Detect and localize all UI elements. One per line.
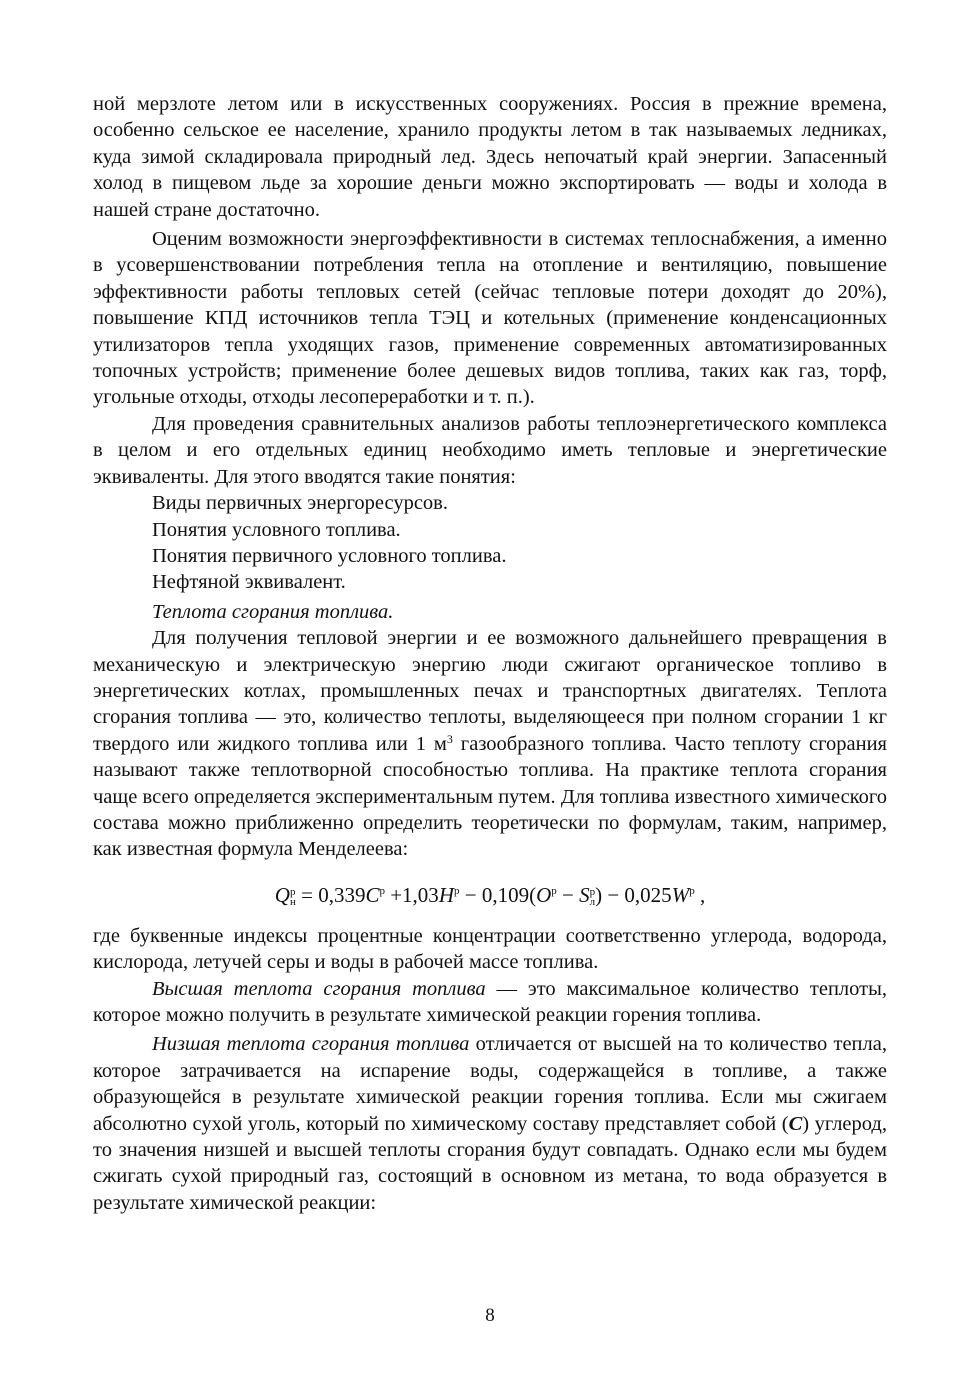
formula-o: O [536, 882, 552, 907]
formula-s: S [579, 882, 590, 907]
formula-part: , [694, 882, 706, 907]
paragraph-1: ной мерзлоте летом или в искусственных сооружениях. Россия в прежние времена, особенно сельское ее население, хранило продукты летом в так называемых ледниках, куда зимой складировала природный лед. Здесь непочатый край энергии. Запасенный холод в пищевом льде за хорошие деньги можно экспортировать — воды и холода в нашей стране достаточно. [93, 93, 887, 221]
formula-s-sub: л [589, 895, 596, 908]
formula-h: H [438, 882, 454, 907]
formula-part: − [556, 882, 580, 907]
term-higher-heat: Высшая теплота сгорания топлива [152, 977, 486, 1000]
list-item: Нефтяной эквивалент. [152, 571, 346, 594]
formula-part: = 0,339 [295, 882, 366, 907]
paragraph-4-text-a: Для получения тепловой энергии и ее возможного дальнейшего превращения в механическую и электрическую энергию люди сжигают органическое топливо в энергетических котлах, промышленных печах и транспортных двигателях. Теплота сгорания топлива — это, количество теплоты, выделяющееся при полном сгорании 1 кг твердого или жидкого топлива или 1 м [93, 627, 887, 755]
section-heading [93, 599, 887, 625]
formula-part: ) − 0,025 [595, 882, 672, 907]
paragraph-4-text-b: газообразного топлива. Часто теплоту сгорания называют также теплотворной способностью топлива. На практике теплота сгорания чаще всего определяется экспериментальным путем. Для топлива известного химического состава можно приближенно определить теоретически по формулам, таким, например, как известная формула Менделеева: [93, 732, 887, 861]
formula-w-sup: р [689, 884, 695, 897]
formula-q-sup: р [289, 885, 296, 898]
list-item: Виды первичных энергоресурсов. [152, 492, 448, 515]
paragraph-5: где буквенные индексы процентные концентрации соответственно углерода, водорода, кислорода, летучей серы и воды в рабочей массе топлива. [93, 924, 887, 974]
body-text [93, 91, 887, 1216]
list-item: Понятия первичного условного топлива. [152, 544, 507, 567]
paragraph-7 [93, 1031, 887, 1216]
formula-q-sub: н [289, 895, 296, 908]
paragraph-7-text-b: ) углерод, то значения низшей и высшей теплоты сгорания будут совпадать. Однако если мы будем сжигать сухой природный газ, состоящий в основном из метана, то вода образуется в результате химической реакции: [93, 1112, 887, 1214]
formula-c: C [365, 882, 380, 907]
paragraph-7-text-a: отличается от высшей на то количество тепла, которое затрачивается на испарение воды, содержащейся в топливе, а также образующейся в результате химической реакции горения топлива. Если мы сжигаем абсолютно сухой уголь, который по химическому составу представляет собой ( [93, 1033, 887, 1135]
formula-part: +1,03 [384, 882, 439, 907]
paragraph-6 [93, 976, 887, 1029]
carbon-symbol: C [788, 1112, 803, 1135]
term-lower-heat: Низшая теплота сгорания топлива [152, 1033, 470, 1056]
formula-h-sup: р [453, 884, 460, 897]
formula-part: − 0,109( [459, 882, 537, 907]
formula-q: Q [274, 882, 290, 907]
paragraph-6-text: — это максимальное количество теплоты, которое можно получить в результате химической реакции горения топлива. [93, 977, 887, 1026]
paragraph-3: Для проведения сравнительных анализов работы теплоэнергетического комплекса в целом и его отдельных единиц необходимо иметь тепловые и энергетические эквиваленты. Для этого вводятся такие понятия: [93, 412, 887, 488]
page-number: 8 [485, 1305, 495, 1326]
paragraph-4 [93, 625, 887, 863]
paragraph-2: Оценим возможности энергоэффективности в системах теплоснабжения, а именно в усовершенствовании потребления тепла на отопление и вентиляцию, повышение эффективности работы тепловых сетей (сейчас тепловые потери доходят до 20%), повышение КПД источников тепла ТЭЦ и котельных (применение конденсационных утилизаторов тепла уходящих газов, применение современных автоматизированных топочных устройств; применение более дешевых видов топлива, таких как газ, торф, угольные отходы, отходы лесопереработки и т. п.). [93, 228, 887, 409]
cubic-superscript: 3 [446, 731, 453, 746]
formula-o-sup: р [551, 884, 557, 897]
mendeleev-formula [93, 872, 887, 914]
section-heading-text: Теплота сгорания топлива. [152, 600, 394, 623]
list-item: Понятия условного топлива. [152, 518, 401, 541]
formula-w: W [671, 882, 690, 907]
formula-c-sup: р [379, 884, 385, 897]
formula-s-sup: р [589, 885, 596, 898]
